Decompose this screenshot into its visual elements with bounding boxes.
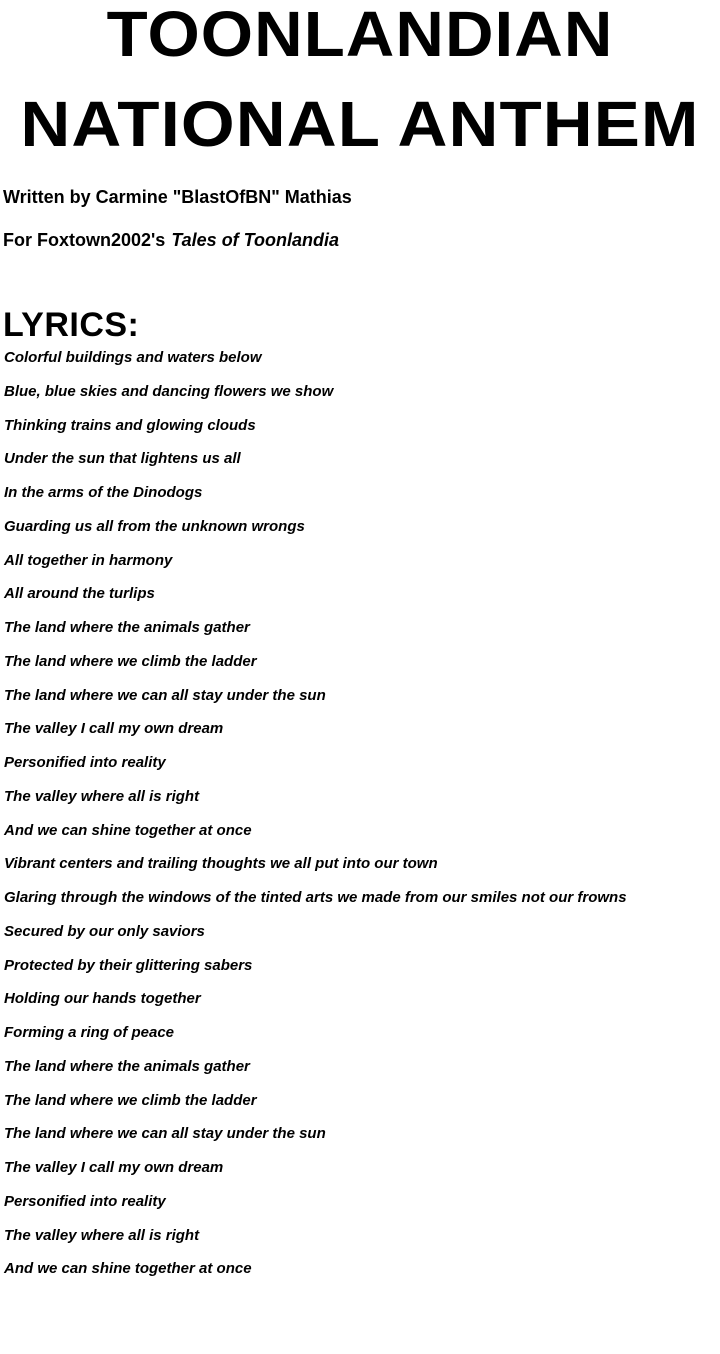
lyric-line: The land where we climb the ladder — [4, 1091, 257, 1109]
work-credit — [3, 229, 339, 251]
lyric-line: The valley I call my own dream — [4, 1159, 224, 1176]
lyric-line: The land where the animals gather — [4, 619, 250, 636]
lyric-line: Holding our hands together — [4, 990, 201, 1008]
lyric-line: The land where we climb the ladder — [4, 652, 257, 670]
work-title: Tales of Toonlandia — [171, 230, 340, 250]
lyric-line: The land where the animals gather — [4, 1057, 250, 1075]
lyric-line: Personified into reality — [4, 1192, 166, 1210]
lyric-line: Under the sun that lightens us all — [4, 450, 241, 468]
lyric-line: Glaring through the windows of the tinted arts we made from our smiles not our frowns — [4, 889, 627, 906]
lyric-line: Forming a ring of peace — [4, 1024, 175, 1041]
lyric-line: The land where we can all stay under the sun — [4, 686, 326, 704]
lyric-line: Guarding us all from the unknown wrongs — [4, 517, 305, 535]
lyric-line: And we can shine together at once — [4, 821, 252, 839]
lyric-line: Secured by our only saviors — [4, 922, 205, 940]
lyric-line: Vibrant centers and trailing thoughts we all put into our town — [4, 855, 438, 873]
lyrics-heading: LYRICS: — [3, 306, 140, 344]
lyric-line: Thinking trains and glowing clouds — [4, 416, 256, 434]
page-title-line-1: TOONLANDIAN — [106, 0, 614, 70]
work-credit-prefix: For Foxtown2002's — [3, 230, 166, 250]
lyric-line: The valley where all is right — [4, 787, 200, 805]
lyrics-list — [4, 347, 716, 1292]
lyric-line: All together in harmony — [4, 551, 173, 569]
lyric-line: In the arms of the Dinodogs — [4, 484, 203, 501]
lyric-line: Blue, blue skies and dancing flowers we show — [4, 382, 334, 400]
lyric-line: And we can shine together at once — [4, 1260, 252, 1278]
author-credit: Written by Carmine "BlastOfBN" Mathias — [3, 187, 352, 207]
lyric-line: The land where we can all stay under the sun — [4, 1125, 326, 1143]
lyric-line: Personified into reality — [4, 754, 166, 771]
lyric-line: All around the turlips — [4, 585, 155, 603]
lyric-line: Colorful buildings and waters below — [4, 349, 262, 366]
page-title-line-2: NATIONAL ANTHEM — [20, 88, 700, 160]
lyric-line: Protected by their glittering sabers — [4, 956, 253, 974]
lyric-line: The valley where all is right — [4, 1226, 200, 1244]
lyric-line: The valley I call my own dream — [4, 720, 224, 738]
